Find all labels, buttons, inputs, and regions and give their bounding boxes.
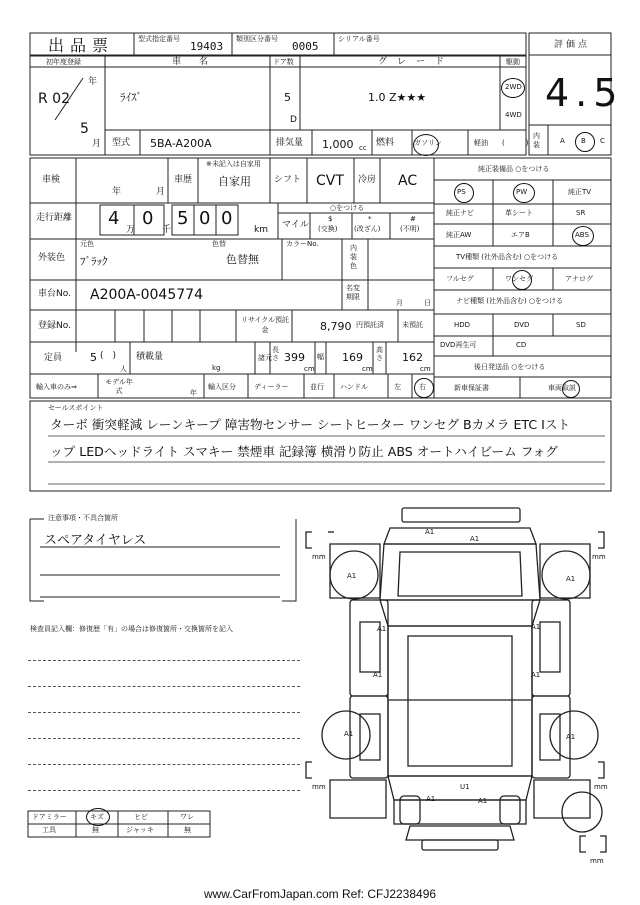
import-parallel: 並行 <box>310 383 324 391</box>
shift-value: CVT <box>316 173 344 189</box>
color-repaint-label: 色替 <box>212 240 226 248</box>
damage-mark: A1 <box>470 535 480 543</box>
import-right-circle <box>414 378 434 398</box>
length-label: 長さ <box>272 346 279 362</box>
mileage-unit-km: km <box>254 225 268 235</box>
fuel-gas-circle <box>413 134 439 156</box>
after-manual: 車両取説 <box>548 384 576 392</box>
chassis-expiry-day: 日 <box>424 299 431 307</box>
tv-analog: アナログ <box>565 275 593 283</box>
navi-hdd: HDD <box>454 321 471 329</box>
doors-type: D <box>290 115 297 125</box>
color-orig-label: 元色 <box>80 240 94 248</box>
mileage-tamper-label: (改ざん) <box>354 225 381 233</box>
recycle-value: 8,790 <box>320 320 352 333</box>
sales-points-line-2: ップ LEDヘッドライト スマキー 禁煙車 記録簿 横滑り防止 ABS オートハイビーム フォグ <box>50 444 558 459</box>
aircon-value: AC <box>398 173 418 189</box>
equip-leather: 革シート <box>505 209 533 217</box>
load-unit: kg <box>212 364 221 372</box>
import-model-year: モデル年式 <box>105 378 133 395</box>
equip-ps: PS <box>457 188 466 196</box>
history-note: ※未記入は自家用 <box>206 160 261 168</box>
grade-value: 1.0 Z★★★ <box>368 91 427 104</box>
score-value: 4.5 <box>545 71 624 115</box>
mileage-digit-3: 5 <box>177 208 189 229</box>
mm-label-3: mm <box>312 783 326 791</box>
mileage-digit-5: 0 <box>221 208 233 229</box>
category-value: 0005 <box>292 40 319 53</box>
import-division: 輸入区分 <box>208 383 236 391</box>
interior-label: 内装 <box>533 132 540 149</box>
drive-label: 駆動 <box>506 58 520 66</box>
mm-label-4: mm <box>594 783 608 791</box>
shift-label: シフト <box>274 175 302 185</box>
first-reg-year-unit: 年 <box>88 77 98 87</box>
drive-2wd-circle <box>501 78 525 98</box>
height-value: 162 <box>402 351 423 364</box>
mileage-label: 走行距離 <box>36 213 73 223</box>
equip-pw-circle <box>513 183 535 203</box>
capacity-paren: ( ) <box>100 351 117 361</box>
color-label: 外装色 <box>38 253 66 263</box>
damage-mark: A1 <box>566 733 576 741</box>
mileage-tamper-symbol: * <box>368 215 372 223</box>
width-value: 169 <box>342 351 363 364</box>
model-type-value: 5BA-A200A <box>150 137 212 150</box>
damage-mark: A1 <box>478 797 488 805</box>
interior-color-label: 内装色 <box>350 244 357 270</box>
recycle-not: 未預託 <box>402 321 423 329</box>
damage-mark: A1 <box>347 572 357 580</box>
chassis-value: A200A-0045774 <box>90 287 203 303</box>
drive-2wd: 2WD <box>505 83 522 91</box>
interior-b: B <box>581 137 586 145</box>
spec-label: 諸元 <box>258 354 272 362</box>
mirror-header-3: ヒビ <box>134 813 148 821</box>
recycle-unit: 円預託済 <box>356 321 384 329</box>
mileage-mile: マイル <box>282 220 309 230</box>
chassis-label: 車台No. <box>38 289 71 299</box>
model-type-label: 型式 <box>112 138 131 148</box>
tv-oneseg: ワンセグ <box>505 275 533 283</box>
equip-ps-circle <box>454 183 474 203</box>
equip-abs: ABS <box>575 231 589 239</box>
jack-label: ジャッキ <box>126 826 154 834</box>
equip-abs-circle <box>572 226 594 246</box>
mileage-unit-sen: 千 <box>162 225 172 235</box>
equip-navi: 純正ナビ <box>446 209 474 217</box>
inspector-line <box>28 660 300 661</box>
capacity-value: 5 <box>90 351 97 364</box>
displacement-label: 排気量 <box>276 138 304 148</box>
after-title: 後日発送品 ○をつける <box>474 363 546 371</box>
damage-mark: A1 <box>425 528 435 536</box>
fuel-label: 燃料 <box>376 138 395 148</box>
inspector-line <box>28 764 300 765</box>
damage-mark: A1 <box>373 671 383 679</box>
after-warranty: 新車保証書 <box>454 384 489 392</box>
fuel-gas: ガソリン <box>414 139 442 147</box>
aircon-label: 冷房 <box>358 175 377 185</box>
damage-mark: A1 <box>377 625 387 633</box>
mm-label-5: mm <box>590 857 604 865</box>
mileage-digit-4: 0 <box>199 208 211 229</box>
damage-mark: A1 <box>426 795 436 803</box>
inspection-month: 月 <box>156 187 166 197</box>
load-label: 積載量 <box>136 352 164 362</box>
car-damage-diagram <box>300 500 620 870</box>
interior-b-circle <box>575 132 595 152</box>
mm-label-1: mm <box>312 553 326 561</box>
tools-label: 工具 <box>42 826 56 834</box>
dvd-label: DVD再生可 <box>440 341 477 349</box>
tv-oneseg-circle <box>512 270 532 290</box>
mileage-unit-man: 万 <box>126 225 136 235</box>
damage-mark: A1 <box>531 623 541 631</box>
import-dealer: ディーラー <box>254 383 289 391</box>
equip-tv: 純正TV <box>568 188 592 196</box>
recycle-label: リサイクル預託金 <box>240 316 290 334</box>
import-right: 右 <box>419 383 426 391</box>
doors-label: ドア数 <box>273 58 294 66</box>
equip-sr: SR <box>576 209 586 217</box>
inspector-label: 検査員記入欄：修復歴「有」の場合は修復箇所・交換箇所を記入 <box>30 625 233 633</box>
registration-label: 登録No. <box>38 321 71 331</box>
inspection-year: 年 <box>112 187 122 197</box>
damage-mark: A1 <box>344 730 354 738</box>
mileage-unknown-label: (不明) <box>400 225 420 233</box>
inspector-line <box>28 738 300 739</box>
first-reg-era: R 02 <box>38 91 70 107</box>
inspector-line <box>28 686 300 687</box>
sales-points-label: セールスポイント <box>48 404 104 412</box>
drive-4wd: 4WD <box>505 111 522 119</box>
equipment-title: 純正装備品 ○をつける <box>478 165 550 173</box>
mirror-kizu-circle <box>86 808 110 826</box>
mileage-opt-note: ○をつける <box>330 204 365 212</box>
displacement-value: 1,000 <box>322 138 354 151</box>
mileage-swap-symbol: $ <box>328 215 333 223</box>
interior-c: C <box>600 137 605 145</box>
doors-value: 5 <box>284 91 291 104</box>
notes-label: 注意事項・不具合箇所 <box>48 514 118 522</box>
history-label: 車歴 <box>174 175 193 185</box>
first-reg-label: 初年度登録 <box>46 58 81 66</box>
footer-watermark: www.CarFromJapan.com Ref: CFJ2238496 <box>203 887 437 901</box>
tv-title: TV種類 (社外品含む) ○をつける <box>456 253 559 261</box>
car-name-value: ﾗｲｽﾞ <box>120 91 142 104</box>
chassis-expiry-month: 月 <box>396 299 403 307</box>
jack-value: 無 <box>184 826 191 834</box>
notes-frame <box>0 505 300 905</box>
tools-value: 無 <box>92 826 99 834</box>
mirror-header-4: ワレ <box>180 813 194 821</box>
length-unit: cm <box>304 365 315 373</box>
mirror-header-1: ドアミラー <box>32 813 67 821</box>
height-unit: cm <box>420 365 431 373</box>
import-handle: ハンドル <box>340 383 368 391</box>
navi-title: ナビ種類 (社外品含む) ○をつける <box>456 297 564 305</box>
serial-label: シリアル番号 <box>338 35 380 43</box>
length-value: 399 <box>284 351 305 364</box>
import-label: 輸入車のみ⇒ <box>36 383 77 391</box>
displacement-unit: cc <box>359 144 367 152</box>
fuel-paren: ( ) <box>502 139 529 147</box>
mileage-digit-2: 0 <box>142 208 154 229</box>
dvd-cd: CD <box>516 341 527 349</box>
equip-airbag: エアB <box>511 231 530 239</box>
navi-dvd: DVD <box>514 321 530 329</box>
first-reg-month: 5 <box>80 121 89 137</box>
width-unit: cm <box>362 365 373 373</box>
mileage-swap-label: (交換) <box>318 225 338 233</box>
equip-aw: 純正AW <box>446 231 472 239</box>
notes-line-1: スペアタイヤレス <box>44 533 147 548</box>
score-label: 評価点 <box>554 40 591 50</box>
height-label: 高さ <box>376 346 383 362</box>
car-name-label: 車名 <box>172 57 227 67</box>
inspector-line <box>28 712 300 713</box>
mirror-header-2: キズ <box>90 813 104 821</box>
fuel-light: 軽油 <box>474 139 488 147</box>
damage-mark: U1 <box>460 783 470 791</box>
category-label: 類別区分番号 <box>236 35 278 43</box>
inspection-label: 車検 <box>42 175 61 185</box>
damage-mark: A1 <box>531 671 541 679</box>
model-cert-value: 19403 <box>190 40 224 53</box>
damage-mark: A1 <box>566 575 576 583</box>
width-label: 幅 <box>317 353 324 361</box>
navi-sd: SD <box>576 321 586 329</box>
equip-pw: PW <box>516 188 528 196</box>
tv-fullseg: フルセグ <box>446 275 474 283</box>
color-code-label: カラーNo. <box>286 240 319 248</box>
color-repaint-value: 色替無 <box>226 253 259 266</box>
grade-label: グレード <box>378 57 455 67</box>
sales-points-line-1: ターボ 衝突軽減 レーンキープ 障害物センサー シートヒーター ワンセグ Bカメラ ETC Iスト <box>50 417 571 432</box>
mileage-unknown-symbol: # <box>410 215 416 223</box>
model-cert-label: 型式指定番号 <box>138 35 180 43</box>
form-title: 出品票 <box>48 36 115 55</box>
capacity-unit: 人 <box>120 365 127 373</box>
interior-a: A <box>560 137 565 145</box>
mm-label-2: mm <box>592 553 606 561</box>
first-reg-month-unit: 月 <box>92 139 102 149</box>
color-orig-value: ﾌﾞﾗｯｸ <box>80 255 108 268</box>
mileage-digit-1: 4 <box>108 208 120 229</box>
inspector-line <box>28 790 300 791</box>
history-value: 自家用 <box>218 175 251 188</box>
chassis-expiry-label: 名変期限 <box>346 284 360 301</box>
after-manual-circle <box>562 380 580 398</box>
import-year: 年 <box>190 389 197 397</box>
import-left: 左 <box>394 383 401 391</box>
capacity-label: 定員 <box>44 353 63 363</box>
